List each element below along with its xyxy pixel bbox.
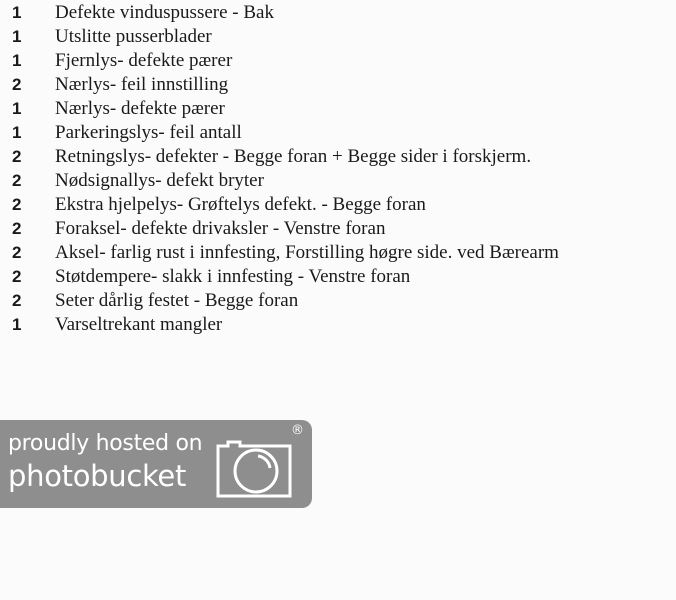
item-text: Nærlys- defekte pærer — [55, 98, 225, 119]
list-item — [0, 1, 676, 25]
camera-icon — [214, 438, 294, 500]
list-item — [0, 145, 676, 169]
item-text: Utslitte pusserblader — [55, 26, 212, 47]
list-item — [0, 121, 676, 145]
item-count: 2 — [12, 267, 22, 286]
list-item — [0, 241, 676, 265]
list-item — [0, 313, 676, 337]
item-count: 2 — [12, 291, 22, 310]
item-count: 1 — [12, 123, 22, 142]
item-count: 2 — [12, 147, 22, 166]
list-item — [0, 73, 676, 97]
watermark-tagline: proudly hosted on — [8, 431, 203, 456]
list-item — [0, 25, 676, 49]
list-item — [0, 289, 676, 313]
item-count: 2 — [12, 243, 22, 262]
item-count: 2 — [12, 75, 22, 94]
item-text: Nødsignallys- defekt bryter — [55, 170, 264, 191]
list-item — [0, 49, 676, 73]
list-item — [0, 169, 676, 193]
item-text: Støtdempere- slakk i innfesting - Venstre foran — [55, 266, 411, 287]
item-text: Ekstra hjelpelys- Grøftelys defekt. - Begge foran — [55, 194, 426, 215]
item-count: 2 — [12, 219, 22, 238]
item-count: 2 — [12, 195, 22, 214]
item-text: Parkeringslys- feil antall — [55, 122, 242, 143]
item-count: 1 — [12, 51, 22, 70]
registered-mark: ® — [291, 423, 304, 438]
item-text: Varseltrekant mangler — [55, 314, 223, 335]
item-count: 2 — [12, 171, 22, 190]
item-count: 1 — [12, 315, 22, 334]
item-text: Aksel- farlig rust i innfesting, Forstilling høgre side. ved Bærearm — [55, 242, 559, 263]
item-text: Retningslys- defekter - Begge foran + Begge sider i forskjerm. — [55, 146, 532, 167]
item-count: 1 — [12, 27, 22, 46]
watermark-brand: photobucket — [8, 459, 187, 493]
item-text: Defekte vinduspussere - Bak — [55, 2, 274, 23]
item-text: Foraksel- defekte drivaksler - Venstre foran — [55, 218, 386, 239]
list-item — [0, 193, 676, 217]
item-count: 1 — [12, 3, 22, 22]
item-count: 1 — [12, 99, 22, 118]
item-text: Nærlys- feil innstilling — [55, 74, 229, 95]
list-item — [0, 217, 676, 241]
item-text: Seter dårlig festet - Begge foran — [55, 290, 299, 311]
list-item — [0, 97, 676, 121]
photobucket-watermark[interactable] — [0, 420, 312, 508]
item-text: Fjernlys- defekte pærer — [55, 50, 233, 71]
list-item — [0, 265, 676, 289]
